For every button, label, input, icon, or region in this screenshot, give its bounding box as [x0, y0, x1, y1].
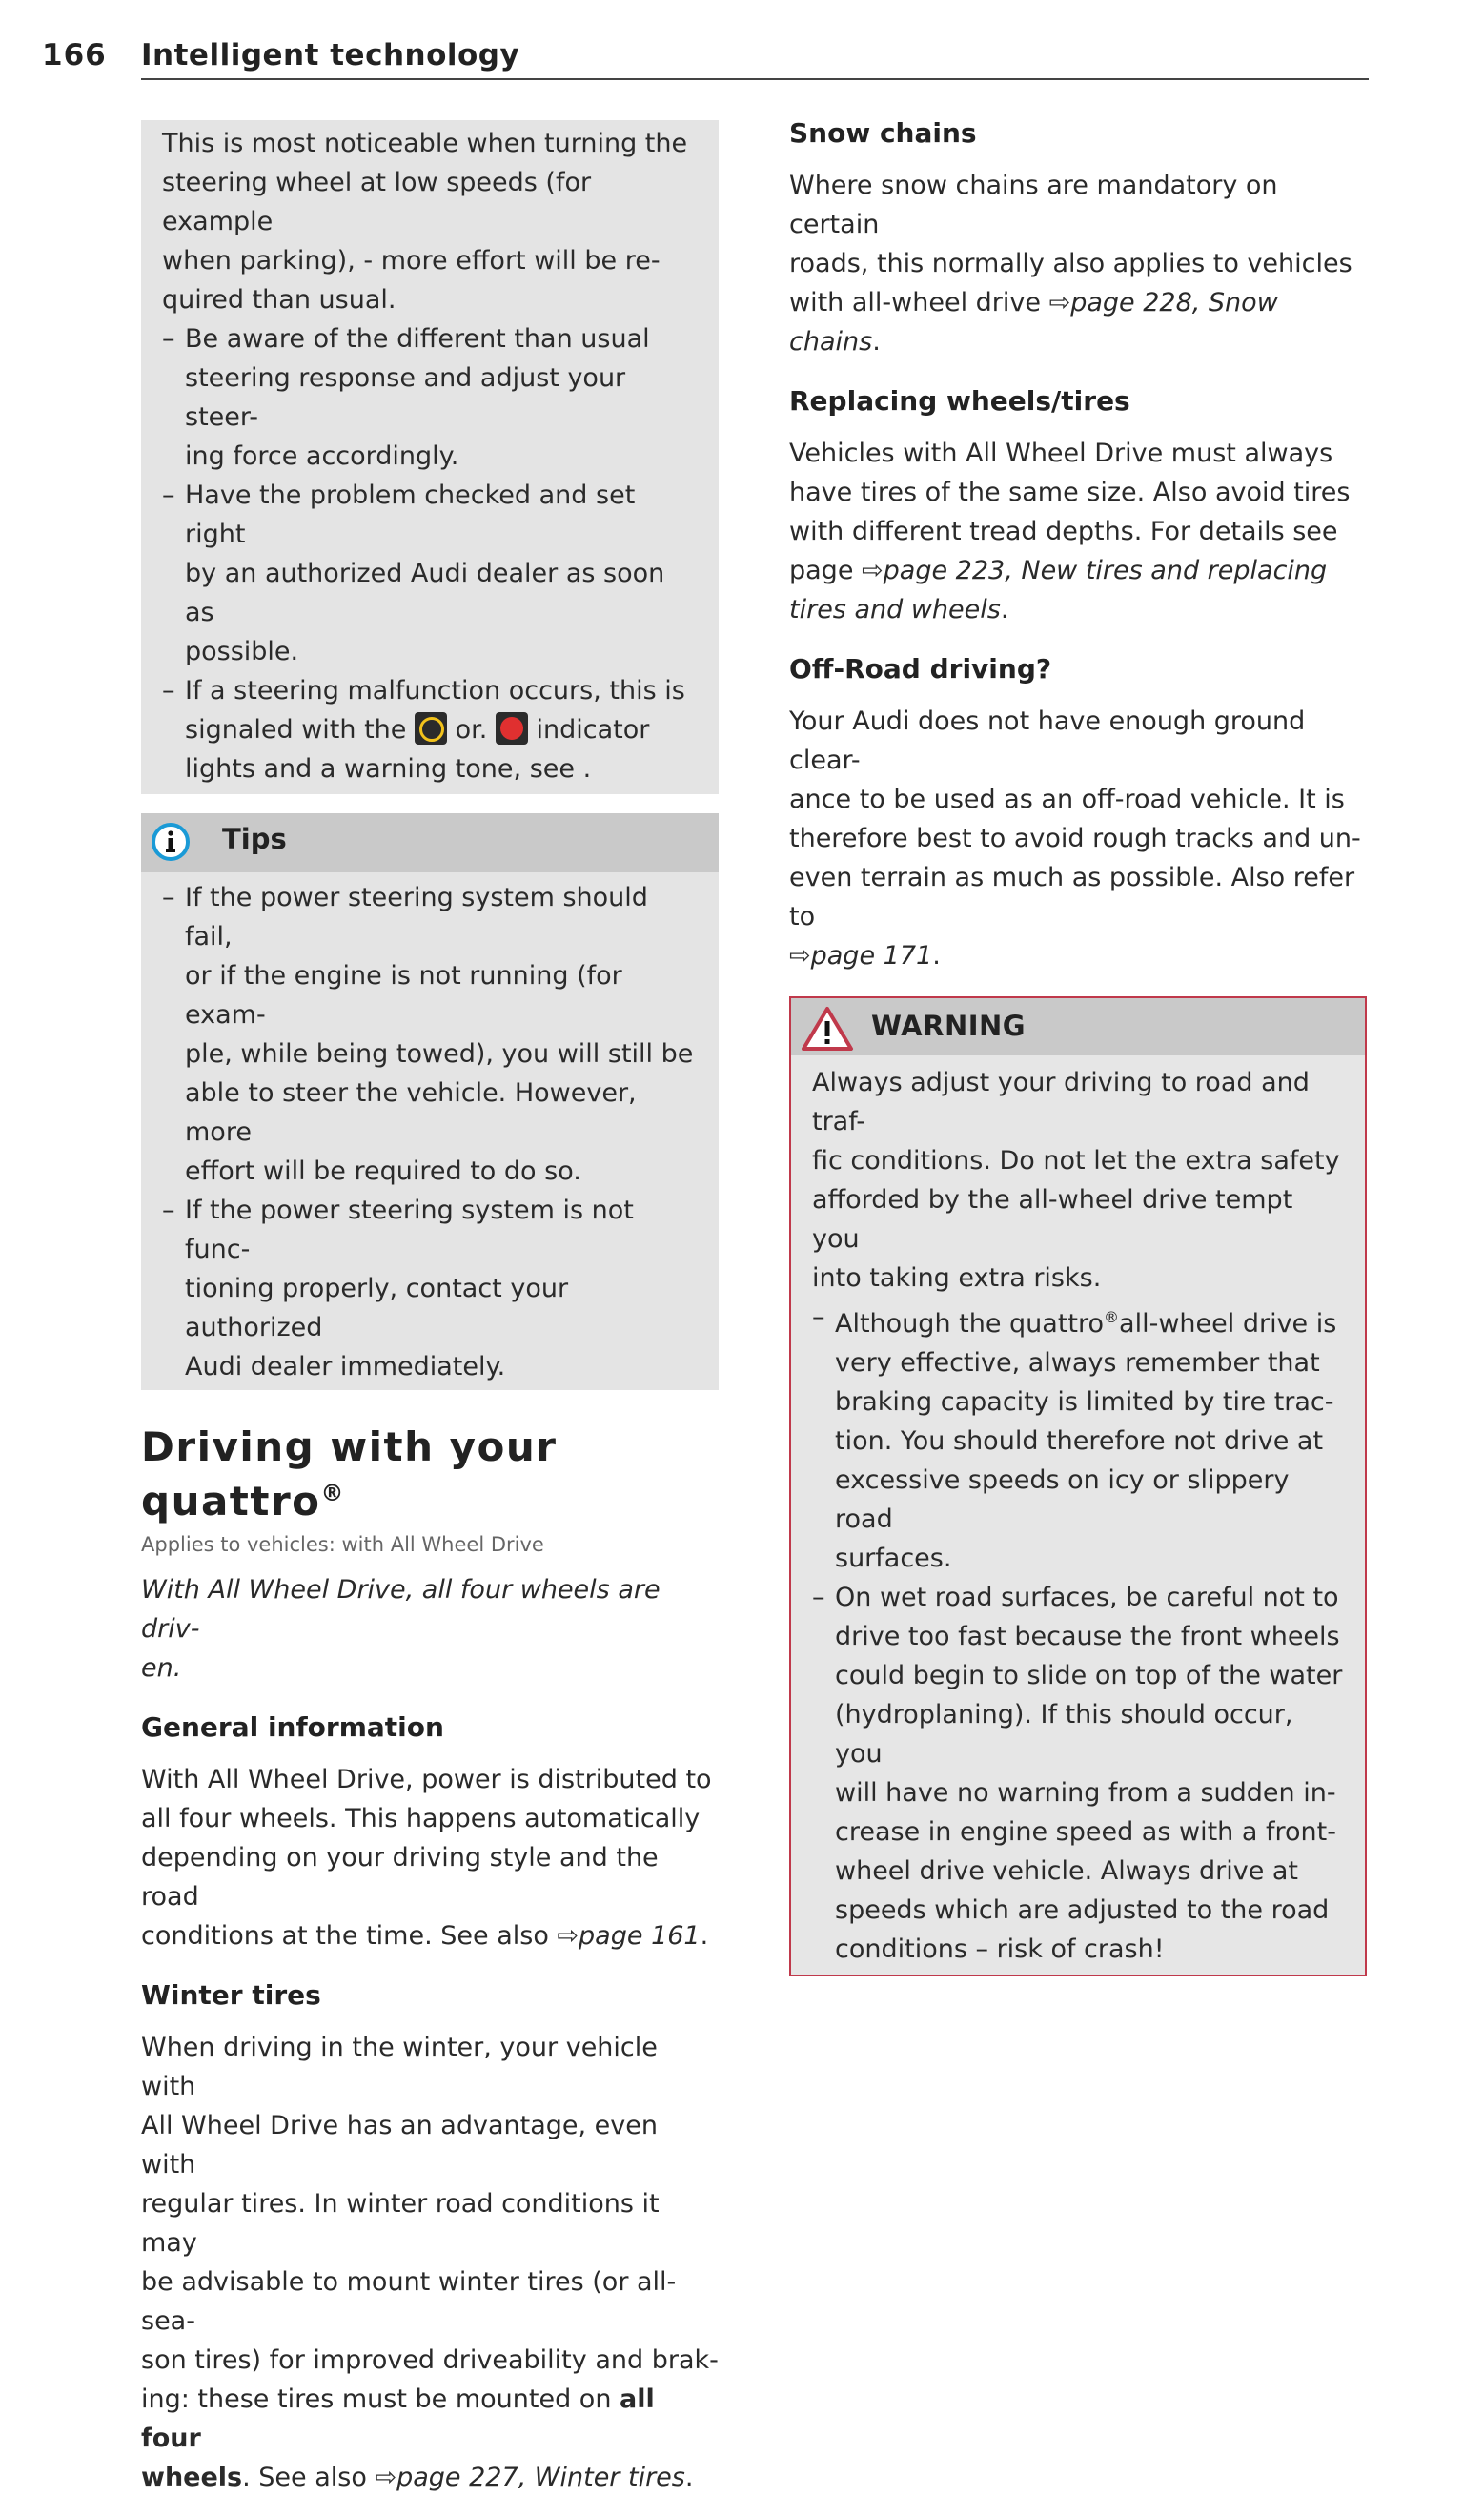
paragraph-line: ance to be used as an off-road vehicle. It is — [789, 785, 1345, 814]
inline-text: . — [700, 1921, 709, 1951]
replacing-wheels-heading: Replacing wheels/tires — [789, 385, 1130, 417]
list-item-line: – If the power steering system should fail, — [185, 883, 648, 952]
steering-yellow-indicator-icon — [415, 712, 447, 745]
list-item-line: – Have the problem checked and set right — [185, 481, 636, 549]
list-item — [162, 671, 698, 788]
tips-title: Tips — [222, 823, 287, 855]
list-item-line: surfaces. — [835, 1544, 952, 1573]
paragraph-line — [141, 2458, 719, 2497]
arrow-right-icon: ⇨ — [375, 2463, 397, 2492]
list-item — [162, 319, 698, 476]
list-item-line: possible. — [185, 637, 299, 666]
tips-box — [141, 813, 719, 1390]
list-item-line: conditions – risk of crash! — [835, 1934, 1165, 1964]
section-title-word: quattro — [141, 1478, 321, 1525]
inline-text: with all-wheel drive — [789, 288, 1049, 317]
list-item-line: able to steer the vehicle. However, more — [185, 1078, 637, 1147]
warning-line: fic conditions. Do not let the extra safety — [812, 1146, 1340, 1176]
list-item-line: ing force accordingly. — [185, 441, 459, 471]
paragraph-line: Your Audi does not have enough ground clear- — [789, 706, 1306, 775]
registered-mark: ® — [1104, 1308, 1120, 1326]
paragraph-line: son tires) for improved driveability and brak- — [141, 2345, 719, 2375]
list-item-line: effort will be required to do so. — [185, 1156, 581, 1186]
info-icon — [151, 822, 191, 862]
paragraph-line: When driving in the winter, your vehicle with — [141, 2033, 658, 2101]
inline-text: signaled with the — [185, 715, 407, 745]
list-item-line: excessive speeds on icy or slippery road — [835, 1465, 1290, 1534]
list-item-line: tion. You should therefore not drive at — [835, 1426, 1324, 1456]
paragraph-line: even terrain as much as possible. Also refer to — [789, 863, 1355, 931]
intro-line: en. — [141, 1653, 182, 1683]
notice-line: quired than usual. — [162, 285, 396, 315]
list-item-line: crease in engine speed as with a front- — [835, 1817, 1336, 1847]
paragraph-line: with different tread depths. For details see — [789, 517, 1338, 546]
section-title-line: Driving with your — [141, 1423, 558, 1470]
tips-body — [141, 872, 719, 1390]
header-rule — [141, 78, 1369, 80]
snow-chains-heading: Snow chains — [789, 117, 977, 149]
list-item-line: speeds which are adjusted to the road — [835, 1895, 1330, 1925]
arrow-right-icon: ⇨ — [1048, 288, 1071, 317]
intro-line: With All Wheel Drive, all four wheels are driv- — [141, 1575, 661, 1644]
section-title — [141, 1424, 719, 1525]
page-reference-link[interactable]: page 228, Snow — [1070, 288, 1278, 317]
paragraph-line — [141, 2380, 719, 2458]
list-item-line: lights and a warning tone, see . — [185, 754, 592, 784]
list-item — [162, 476, 698, 671]
inline-text: or. — [455, 715, 488, 745]
emphasis-text: all four — [141, 2384, 655, 2453]
list-item — [162, 878, 698, 1191]
paragraph-line: regular tires. In winter road conditions it may — [141, 2189, 660, 2258]
inline-text: page — [789, 556, 863, 585]
list-item-line: – If a steering malfunction occurs, this is — [185, 676, 685, 706]
warning-line: into taking extra risks. — [812, 1263, 1102, 1293]
paragraph-line: All Wheel Drive has an advantage, even with — [141, 2111, 658, 2180]
right-column — [789, 114, 1367, 1976]
winter-tires-heading: Winter tires — [141, 1979, 321, 2011]
list-item-line: steering response and adjust your steer- — [185, 363, 626, 432]
inline-text: . See also — [242, 2463, 376, 2492]
paragraph-line: therefore best to avoid rough tracks and un- — [789, 824, 1361, 853]
list-item-line: will have no warning from a sudden in- — [835, 1778, 1336, 1808]
steering-red-indicator-icon — [496, 712, 528, 745]
list-item-line: – On wet road surfaces, be careful not to — [835, 1583, 1339, 1612]
arrow-right-icon: ⇨ — [862, 556, 884, 585]
page-reference-link[interactable]: chains — [789, 327, 873, 357]
warning-title: WARNING — [871, 1010, 1027, 1042]
emphasis-text: wheels — [141, 2463, 243, 2492]
steering-notice-box — [141, 120, 719, 794]
list-item-line: (hydroplaning). If this should occur, you — [835, 1700, 1293, 1769]
tips-header — [141, 813, 719, 872]
section-intro — [141, 1570, 719, 1688]
warning-header — [791, 998, 1365, 1055]
paragraph-line: roads, this normally also applies to vehicles — [789, 249, 1352, 278]
paragraph-line: Vehicles with All Wheel Drive must always — [789, 439, 1333, 468]
off-road-heading: Off-Road driving? — [789, 653, 1052, 685]
list-item-line: braking capacity is limited by tire trac- — [835, 1387, 1334, 1417]
arrow-right-icon: ⇨ — [557, 1921, 579, 1951]
list-item-line: tioning properly, contact your authorized — [185, 1274, 569, 1342]
inline-text: indicator — [536, 715, 650, 745]
off-road-paragraph — [789, 702, 1367, 975]
list-item-line: could begin to slide on top of the water — [835, 1661, 1343, 1690]
winter-tires-paragraph — [141, 2028, 719, 2497]
registered-mark: ® — [320, 1480, 346, 1506]
arrow-right-icon: ⇨ — [789, 941, 811, 971]
paragraph-line: have tires of the same size. Also avoid tires — [789, 478, 1351, 507]
chapter-title: Intelligent technology — [141, 38, 520, 72]
inline-text: . — [932, 941, 941, 971]
paragraph-line — [789, 590, 1367, 629]
warning-body — [791, 1055, 1365, 1975]
inline-text: . — [684, 2463, 694, 2492]
page-reference-link[interactable]: page 227, Winter tires — [396, 2463, 685, 2492]
paragraph-line — [789, 551, 1367, 590]
inline-text: all-wheel drive is — [1119, 1309, 1337, 1339]
notice-line: This is most noticeable when turning the — [162, 129, 688, 158]
page-reference-link[interactable]: page 171 — [810, 941, 933, 971]
warning-line: Always adjust your driving to road and traf- — [812, 1068, 1310, 1136]
list-item-line: by an authorized Audi dealer as soon as — [185, 559, 665, 627]
list-item-line — [185, 710, 698, 749]
paragraph-line: be advisable to mount winter tires (or all-sea- — [141, 2267, 677, 2336]
warning-triangle-icon — [801, 1006, 854, 1052]
page-reference-link[interactable]: page 161 — [579, 1921, 701, 1951]
list-item-line: – Be aware of the different than usual — [185, 324, 650, 354]
paragraph-line: all four wheels. This happens automatically — [141, 1804, 701, 1833]
list-item-line — [835, 1298, 1344, 1343]
section-title-line — [141, 1470, 719, 1525]
paragraph-line — [789, 283, 1367, 322]
general-information-paragraph — [141, 1760, 719, 1955]
list-item-line: ple, while being towed), you will still be — [185, 1039, 694, 1069]
applies-note: Applies to vehicles: with All Wheel Drive — [141, 1533, 544, 1556]
list-item-line: – If the power steering system is not func- — [185, 1196, 634, 1264]
warning-line: afforded by the all-wheel drive tempt you — [812, 1185, 1293, 1254]
list-item-line: very effective, always remember that — [835, 1348, 1320, 1378]
page-reference-link[interactable]: page 223, New tires and replacing — [883, 556, 1328, 585]
notice-line: when parking), - more effort will be re- — [162, 246, 661, 276]
left-column — [141, 120, 719, 2497]
inline-text: . — [872, 327, 881, 357]
list-item-line: Audi dealer immediately. — [185, 1352, 506, 1382]
inline-text: ing: these tires must be mounted on — [141, 2384, 620, 2414]
list-item-line: or if the engine is not running (for exam- — [185, 961, 622, 1030]
replacing-wheels-paragraph — [789, 434, 1367, 629]
paragraph-line — [141, 1916, 719, 1955]
list-item-line: wheel drive vehicle. Always drive at — [835, 1856, 1299, 1886]
snow-chains-paragraph — [789, 166, 1367, 361]
paragraph-line: With All Wheel Drive, power is distributed to — [141, 1765, 712, 1794]
list-item — [162, 1191, 698, 1386]
notice-line: steering wheel at low speeds (for example — [162, 168, 592, 236]
list-item-line: drive too fast because the front wheels — [835, 1622, 1340, 1651]
page-header — [42, 38, 1369, 82]
inline-text: . — [1000, 595, 1009, 624]
paragraph-line — [789, 936, 1367, 975]
warning-box — [789, 996, 1367, 1976]
paragraph-line: depending on your driving style and the road — [141, 1843, 659, 1912]
paragraph-line: Where snow chains are mandatory on certain — [789, 171, 1278, 239]
inline-text: Although the quattro — [835, 1309, 1105, 1339]
list-item — [812, 1578, 1344, 1969]
page-number: 166 — [42, 38, 107, 72]
list-item — [812, 1298, 1344, 1578]
page-reference-link[interactable]: tires and wheels — [789, 595, 1001, 624]
general-information-heading: General information — [141, 1711, 444, 1743]
paragraph-line — [789, 322, 1367, 361]
inline-text: conditions at the time. See also — [141, 1921, 558, 1951]
